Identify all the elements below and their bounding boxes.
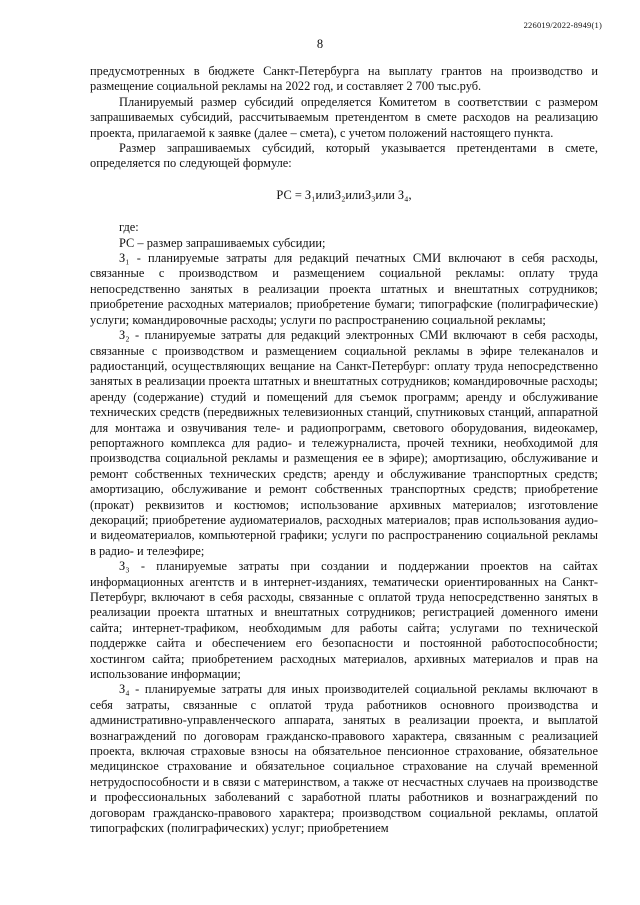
definition-rs: РС – размер запрашиваемых субсидии; xyxy=(119,235,326,250)
definition-z3: З₃ - планируемые затраты при создании и поддержании проектов на сайтах информационных агентств и в интернет-изданиях, тематически ориентированных на Санкт-Петербург, включают в себя расходы, связанные с оплатой труда непосредственно занятых в реализации проекта штатных и внештатных сотрудников; регистрацией доменного имени сайта; интернет-трафиком, необходимым для работы сайта; услугами по технической поддержке сайта и обеспечением его безопасности и постоянной работоспособности; хостингом сайта; приобретением расходных материалов, архивных материалов и прав на использование информации; xyxy=(90,559,598,682)
definition-z1: З₁ - планируемые затраты для редакций печатных СМИ включают в себя расходы, связанные с производством и размещением социальной рекламы: оплату труда непосредственно занятых в реализации проекта штатных и внештатных сотрудников; приобретение расходных материалов; приобретение бумаги; типографские (полиграфические) услуги; командировочные расходы; услуги по распространению социальной рекламы; xyxy=(90,251,598,327)
where-label: где: xyxy=(119,220,139,235)
paragraph-subsidy-size: Планируемый размер субсидий определяется Комитетом в соответствии с размером запрашиваемых субсидий, рассчитываемым претендентом в смете расходов на реализацию проекта, прилагаемой к заявке (далее – смета), с учетом положений настоящего пункта. xyxy=(90,94,598,140)
document-body xyxy=(90,64,598,837)
definition-z4: З₄ - планируемые затраты для иных производителей социальной рекламы включают в себя затраты, связанные с оплатой труда работников основного производства и административно-управленческого аппарата, занятых в реализации проекта, и выплатой вознаграждений по договорам гражданско-правового характера, связанным с реализацией проекта, включая страховые взносы на обязательное пенсионное страхование, обязательное медицинское страхование и обязательное социальное страхование на случай временной нетрудоспособности и в связи с материнством, а также от несчастных случаев на производстве и профессиональных заболеваний с заработной платы работников и вознаграждений по договорам гражданско-правового характера; производством социальной рекламы, оплатой типографских (полиграфических) услуг; приобретением xyxy=(90,682,598,836)
definition-z2: З₂ - планируемые затраты для редакций электронных СМИ включают в себя расходы, связанные с производством и размещением социальной рекламы в эфире телеканалов и радиостанций, осуществляющих вещание на Санкт-Петербург: оплату труда непосредственно занятых в реализации проекта штатных и внештатных сотрудников; командировочные расходы; аренду (содержание) студий и помещений для съемок программ; аренду и обслуживание технических средств (передвижных телевизионных станций, спутниковых станций, аппаратной для монтажа и озвучивания теле- и радиопрограмм, светового оборудования, видеокамер, репортажного комплекса для радио- и тележурналиста, прочей техники, необходимой для производства социальной рекламы и размещения ее в эфире); амортизацию, обслуживание и ремонт собственных технических средств; аренду и обслуживание транспортных средств; амортизацию, обслуживание и ремонт собственных транспортных средств; приобретение (прокат) реквизитов и костюмов; использование архивных материалов; изготовление декораций; приобретение аудиоматериалов, расходных материалов; прав использования аудио- и видеоматериалов, компьютерной графики; услуги по распространению социальной рекламы в радио- и телеэфире; xyxy=(90,328,598,558)
page-number: 8 xyxy=(316,37,324,51)
paragraph-formula-intro: Размер запрашиваемых субсидий, который указывается претендентами в смете, определяется по следующей формуле: xyxy=(90,141,598,171)
paragraph-budget: предусмотренных в бюджете Санкт-Петербурга на выплату грантов на производство и размещение социальной рекламы на 2022 год, и составляет 2 700 тыс.руб. xyxy=(90,64,598,94)
formula: РС = З₁илиЗ₂илиЗ₃или З₄, xyxy=(276,187,412,202)
document-registration-number: 226019/2022-8949(1) xyxy=(523,20,602,30)
